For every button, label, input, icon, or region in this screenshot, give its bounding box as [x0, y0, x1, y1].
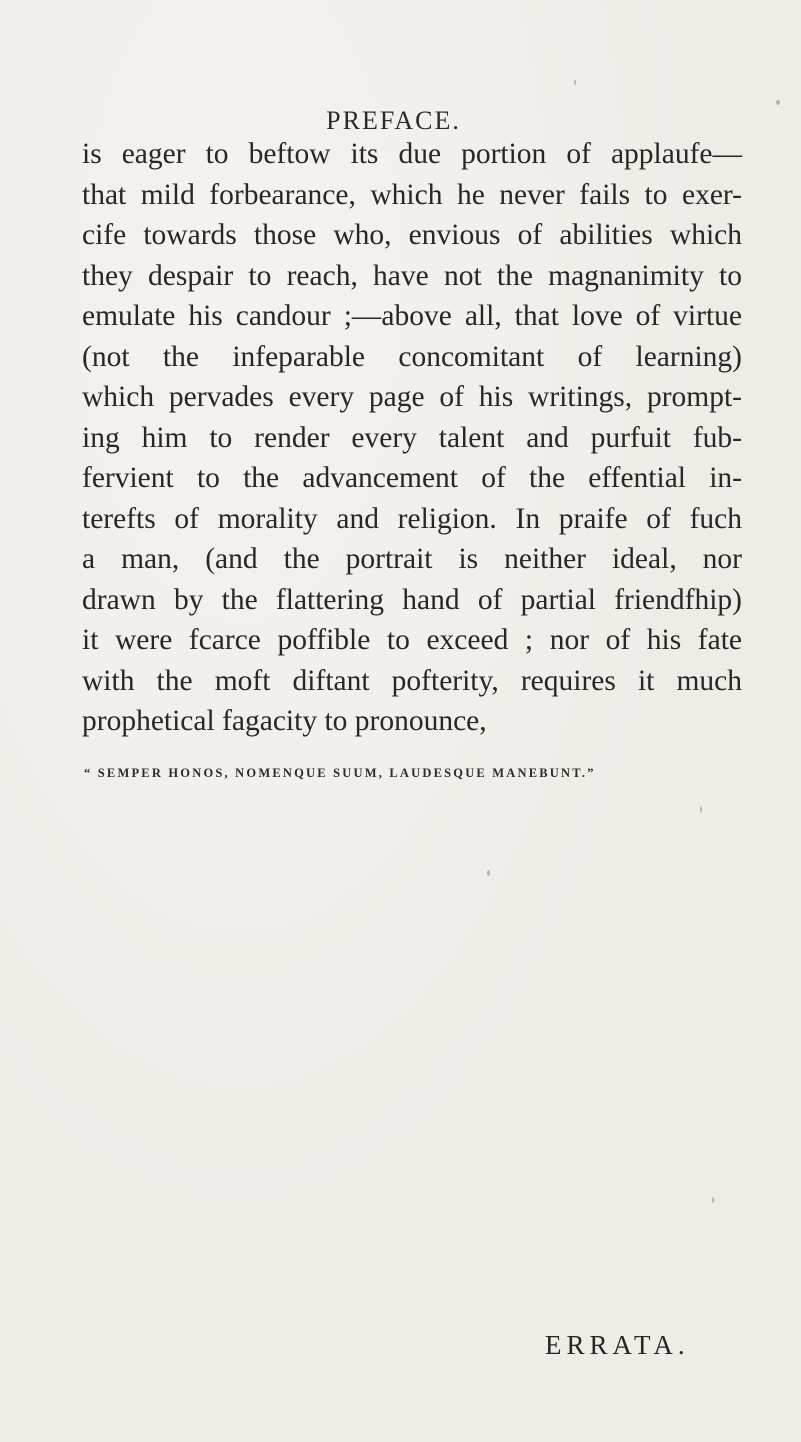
text-line-10: terefts of morality and religion. In praife of fuch	[82, 502, 742, 535]
text-line-5: emulate his candour ;—above all, that love of virtue	[82, 300, 742, 332]
text-line-13: it were fcarce poffible to exceed ; nor of his fate	[82, 624, 742, 656]
paper-speck	[487, 870, 490, 876]
paper-speck	[700, 806, 702, 813]
text-line-12: drawn by the flattering hand of partial friendfhip)	[82, 583, 742, 616]
text-line-4: they despair to reach, have not the magnanimity to	[82, 259, 742, 292]
text-line-11: a man, (and the portrait is neither ideal, nor	[82, 543, 742, 575]
text-line-7: which pervades every page of his writings, prompt-	[82, 381, 742, 413]
running-head-text: PREFACE.	[326, 106, 461, 135]
text-line-9: fervient to the advancement of the effential in-	[82, 462, 742, 494]
paper-speck	[574, 80, 576, 85]
text-line-14: with the moft diftant pofterity, requires it much	[82, 664, 742, 697]
paper-speck	[776, 100, 780, 105]
catchword: ERRATA.	[545, 1330, 690, 1360]
body-paragraph	[82, 134, 742, 742]
running-head	[0, 106, 801, 136]
paper-speck	[712, 1197, 714, 1203]
text-line-3: cife towards those who, envious of abilities which	[82, 219, 742, 251]
text-line-8: ing him to render every talent and purfuit fub-	[82, 421, 742, 454]
text-line-6: (not the infeparable concomitant of learning)	[82, 340, 742, 373]
text-line-1: is eager to beftow its due portion of applaufe—	[82, 138, 742, 170]
latin-motto: “ SEMPER HONOS, NOMENQUE SUUM, LAUDESQUE MANEBUNT.”	[84, 766, 596, 780]
text-line-15: prophetical fagacity to pronounce,	[82, 705, 487, 737]
text-line-2: that mild forbearance, which he never fails to exer-	[82, 178, 742, 211]
